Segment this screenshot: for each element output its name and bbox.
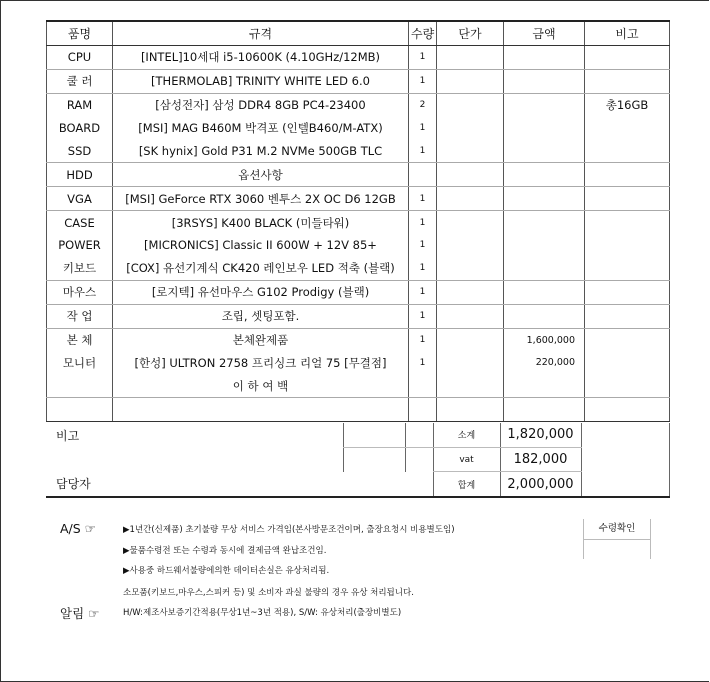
item-name: CASE bbox=[47, 211, 113, 234]
item-unit-price bbox=[437, 351, 504, 374]
item-unit-price bbox=[437, 398, 504, 422]
item-note bbox=[585, 139, 670, 162]
note-line-4: 소모품(키보드,마우스,스피커 등) 및 소비자 과실 불량의 경우 유상 처리됩니다. bbox=[123, 588, 414, 598]
table-row bbox=[47, 280, 670, 304]
item-amount bbox=[504, 398, 585, 422]
header-unit-price: 단가 bbox=[437, 21, 504, 45]
item-name: 키보드 bbox=[47, 257, 113, 280]
table-row bbox=[47, 351, 670, 374]
item-name: HDD bbox=[47, 163, 113, 187]
receipt-confirm-box bbox=[583, 519, 651, 559]
item-qty: 1 bbox=[409, 304, 437, 328]
item-spec bbox=[113, 398, 409, 422]
table-row bbox=[47, 163, 670, 187]
header-spec: 규격 bbox=[113, 21, 409, 45]
item-note bbox=[585, 45, 670, 69]
note-line-2: ▶물품수령전 또는 수령과 동시에 결제금액 완납조건임. bbox=[123, 546, 327, 556]
item-spec: [INTEL]10세대 i5-10600K (4.10GHz/12MB) bbox=[113, 45, 409, 69]
item-name: BOARD bbox=[47, 117, 113, 140]
vat-label: vat bbox=[433, 447, 500, 472]
item-name: POWER bbox=[47, 234, 113, 257]
item-unit-price bbox=[437, 328, 504, 351]
note-line-3: ▶사용중 하드웨서불량에의한 데이터손실은 유상처리됨. bbox=[123, 566, 330, 576]
header-name: 품명 bbox=[47, 21, 113, 45]
item-note bbox=[585, 351, 670, 374]
item-amount bbox=[504, 374, 585, 397]
item-spec: 옵션사항 bbox=[113, 163, 409, 187]
item-unit-price bbox=[437, 257, 504, 280]
total-label: 합계 bbox=[433, 472, 500, 497]
manager-label: 담당자 bbox=[46, 472, 343, 497]
item-amount bbox=[504, 187, 585, 211]
item-note bbox=[585, 117, 670, 140]
item-name bbox=[47, 398, 113, 422]
note-line-5: H/W:제조사보증기간적용(무상1년~3년 적용), S/W: 유상처리(출장비별도) bbox=[123, 608, 402, 618]
item-spec: [COX] 유선기계식 CK420 레인보우 LED 적축 (블랙) bbox=[113, 257, 409, 280]
item-name bbox=[47, 374, 113, 397]
table-row bbox=[47, 234, 670, 257]
item-spec: [MSI] MAG B460M 박격포 (인텔B460/M-ATX) bbox=[113, 117, 409, 140]
item-qty: 1 bbox=[409, 69, 437, 93]
item-amount bbox=[504, 280, 585, 304]
summary-table bbox=[46, 423, 670, 498]
subtotal-value: 1,820,000 bbox=[500, 423, 581, 447]
table-row bbox=[47, 117, 670, 140]
item-spec: [THERMOLAB] TRINITY WHITE LED 6.0 bbox=[113, 69, 409, 93]
item-unit-price bbox=[437, 139, 504, 162]
item-unit-price bbox=[437, 93, 504, 116]
item-name: RAM bbox=[47, 93, 113, 116]
item-amount bbox=[504, 117, 585, 140]
item-amount bbox=[504, 93, 585, 116]
item-unit-price bbox=[437, 211, 504, 234]
item-note bbox=[585, 69, 670, 93]
receipt-confirm-label: 수령확인 bbox=[584, 519, 650, 540]
item-qty: 1 bbox=[409, 187, 437, 211]
item-unit-price bbox=[437, 280, 504, 304]
item-qty bbox=[409, 163, 437, 187]
item-name: SSD bbox=[47, 139, 113, 162]
table-row bbox=[47, 257, 670, 280]
item-qty: 1 bbox=[409, 280, 437, 304]
item-qty: 1 bbox=[409, 139, 437, 162]
item-qty: 1 bbox=[409, 257, 437, 280]
item-spec: [로지텍] 유선마우스 G102 Prodigy (블랙) bbox=[113, 280, 409, 304]
item-spec: [한성] ULTRON 2758 프리싱크 리얼 75 [무결점] bbox=[113, 351, 409, 374]
item-amount bbox=[504, 257, 585, 280]
item-qty bbox=[409, 398, 437, 422]
item-qty: 1 bbox=[409, 328, 437, 351]
item-spec: [삼성전자] 삼성 DDR4 8GB PC4-23400 bbox=[113, 93, 409, 116]
item-name: 쿨 러 bbox=[47, 69, 113, 93]
table-row bbox=[47, 374, 670, 397]
item-name: 모니터 bbox=[47, 351, 113, 374]
item-unit-price bbox=[437, 304, 504, 328]
item-note bbox=[585, 398, 670, 422]
note-line-1: ▶1년간(신제품) 초기불량 무상 서비스 가격임(본사방문조건이며, 출장요청시 비용별도임) bbox=[123, 525, 455, 535]
subtotal-label: 소계 bbox=[433, 423, 500, 447]
header-amount: 금액 bbox=[504, 21, 585, 45]
table-row bbox=[47, 139, 670, 162]
item-qty: 1 bbox=[409, 234, 437, 257]
item-spec: [MICRONICS] Classic II 600W + 12V 85+ bbox=[113, 234, 409, 257]
vat-value: 182,000 bbox=[500, 447, 581, 472]
item-qty bbox=[409, 374, 437, 397]
item-name: CPU bbox=[47, 45, 113, 69]
item-spec: 조립, 셋팅포함. bbox=[113, 304, 409, 328]
table-row bbox=[47, 93, 670, 116]
header-qty: 수량 bbox=[409, 21, 437, 45]
notice-label: 알림 ☞ bbox=[60, 606, 100, 621]
item-note bbox=[585, 257, 670, 280]
quote-table bbox=[46, 20, 670, 422]
table-row bbox=[47, 187, 670, 211]
item-spec: 이 하 여 백 bbox=[113, 374, 409, 397]
item-qty: 1 bbox=[409, 351, 437, 374]
table-row bbox=[47, 304, 670, 328]
item-amount bbox=[504, 69, 585, 93]
item-note bbox=[585, 374, 670, 397]
item-unit-price bbox=[437, 187, 504, 211]
item-note bbox=[585, 187, 670, 211]
item-unit-price bbox=[437, 374, 504, 397]
item-amount bbox=[504, 45, 585, 69]
as-label: A/S ☞ bbox=[60, 521, 96, 536]
header-note: 비고 bbox=[585, 21, 670, 45]
item-note bbox=[585, 280, 670, 304]
item-amount: 1,600,000 bbox=[504, 328, 585, 351]
item-qty: 1 bbox=[409, 211, 437, 234]
item-note: 총16GB bbox=[585, 93, 670, 116]
summary-note-label: 비고 bbox=[56, 428, 80, 443]
item-qty: 2 bbox=[409, 93, 437, 116]
item-amount bbox=[504, 211, 585, 234]
table-row bbox=[47, 328, 670, 351]
table-row bbox=[47, 211, 670, 234]
item-name: 마우스 bbox=[47, 280, 113, 304]
item-note bbox=[585, 163, 670, 187]
item-name: 본 체 bbox=[47, 328, 113, 351]
item-spec: [SK hynix] Gold P31 M.2 NVMe 500GB TLC bbox=[113, 139, 409, 162]
item-note bbox=[585, 304, 670, 328]
item-qty: 1 bbox=[409, 45, 437, 69]
item-note bbox=[585, 328, 670, 351]
item-spec: [MSI] GeForce RTX 3060 벤투스 2X OC D6 12GB bbox=[113, 187, 409, 211]
table-row bbox=[47, 69, 670, 93]
item-unit-price bbox=[437, 117, 504, 140]
table-header bbox=[47, 21, 670, 45]
item-amount bbox=[504, 139, 585, 162]
item-unit-price bbox=[437, 45, 504, 69]
item-name: VGA bbox=[47, 187, 113, 211]
item-spec: [3RSYS] K400 BLACK (미들타워) bbox=[113, 211, 409, 234]
item-name: 작 업 bbox=[47, 304, 113, 328]
item-note bbox=[585, 211, 670, 234]
item-unit-price bbox=[437, 234, 504, 257]
item-amount bbox=[504, 163, 585, 187]
item-qty: 1 bbox=[409, 117, 437, 140]
item-amount: 220,000 bbox=[504, 351, 585, 374]
item-unit-price bbox=[437, 69, 504, 93]
table-row bbox=[47, 398, 670, 422]
item-unit-price bbox=[437, 163, 504, 187]
item-note bbox=[585, 234, 670, 257]
item-amount bbox=[504, 234, 585, 257]
item-amount bbox=[504, 304, 585, 328]
item-spec: 본체완제품 bbox=[113, 328, 409, 351]
total-value: 2,000,000 bbox=[500, 472, 581, 497]
table-row bbox=[47, 45, 670, 69]
